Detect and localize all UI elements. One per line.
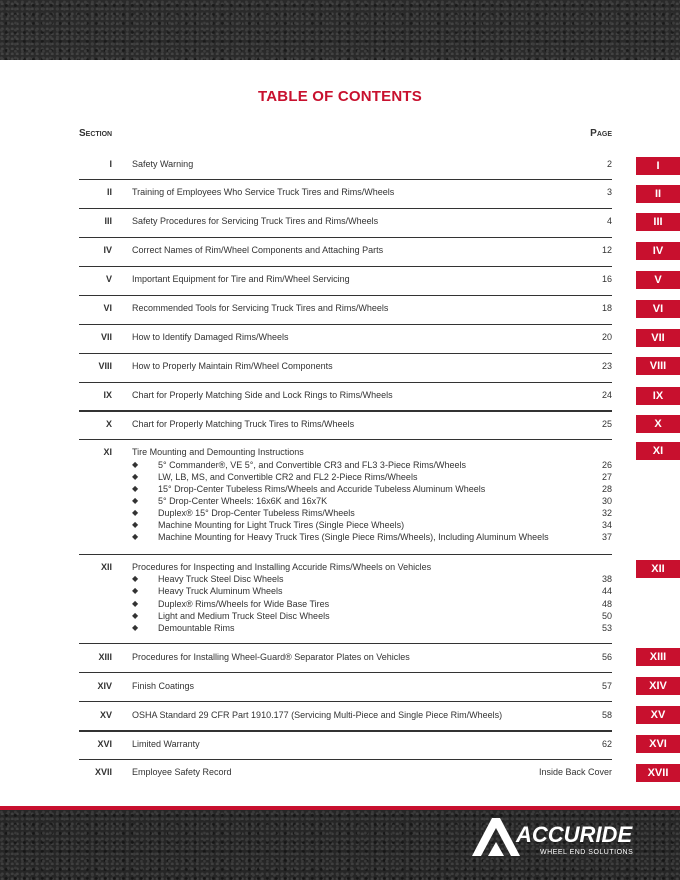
subentry-label: Heavy Truck Aluminum Wheels xyxy=(158,586,283,596)
entry-label: Recommended Tools for Servicing Truck Tires and Rims/Wheels xyxy=(132,303,389,313)
entry-label: Procedures for Inspecting and Installing Accuride Rims/Wheels on Vehicles xyxy=(132,562,432,572)
subentry-label: Light and Medium Truck Steel Disc Wheels xyxy=(158,611,330,621)
section-number: VIII xyxy=(98,361,112,371)
section-tab-ix[interactable]: IX xyxy=(636,387,680,405)
entry-label: Important Equipment for Tire and Rim/Wheel Servicing xyxy=(132,274,350,284)
subentry-page: 30 xyxy=(601,496,612,506)
section-number: XIII xyxy=(98,652,112,662)
divider xyxy=(79,554,612,555)
entry-label: Safety Procedures for Servicing Truck Tires and Rims/Wheels xyxy=(132,216,379,226)
subentry-page: 37 xyxy=(601,532,612,542)
section-number: IV xyxy=(103,245,112,255)
subentry-label: Demountable Rims xyxy=(158,623,235,633)
subentry-page: 50 xyxy=(601,611,612,621)
entry-page: 57 xyxy=(601,681,612,691)
divider xyxy=(79,643,612,644)
section-tab-iii[interactable]: III xyxy=(636,213,680,231)
entry-page: 62 xyxy=(601,739,612,749)
divider xyxy=(79,324,612,325)
page-column-header: Page xyxy=(590,128,612,139)
diamond-bullet-icon: ◆ xyxy=(132,460,139,469)
entry-label: Training of Employees Who Service Truck Tires and Rims/Wheels xyxy=(132,187,395,197)
section-tab-v[interactable]: V xyxy=(636,271,680,289)
section-tab-vi[interactable]: VI xyxy=(636,300,680,318)
entry-page: 4 xyxy=(606,216,612,226)
entry-page: 23 xyxy=(601,361,612,371)
subentry-page: 28 xyxy=(601,484,612,494)
section-number: V xyxy=(105,274,112,284)
entry-label: Tire Mounting and Demounting Instructions xyxy=(132,447,304,457)
subentry-label: 5° Commander®, VE 5°, and Convertible CR3 and FL3 3-Piece Rims/Wheels xyxy=(158,460,466,470)
section-number: XII xyxy=(100,562,112,572)
entry-label: OSHA Standard 29 CFR Part 1910.177 (Servicing Multi-Piece and Single Piece Rim/Wheels) xyxy=(132,710,503,720)
subentry-page: 48 xyxy=(601,599,612,609)
entry-page: 3 xyxy=(606,187,612,197)
page-title: TABLE OF CONTENTS xyxy=(258,88,422,105)
section-number: IX xyxy=(103,390,112,400)
diamond-bullet-icon: ◆ xyxy=(132,586,139,595)
logo-tagline: WHEEL END SOLUTIONS xyxy=(540,849,634,856)
entry-label: How to Identify Damaged Rims/Wheels xyxy=(132,332,289,342)
entry-label: Chart for Properly Matching Side and Lock Rings to Rims/Wheels xyxy=(132,390,393,400)
entry-page: 58 xyxy=(601,710,612,720)
subentry-label: Duplex® Rims/Wheels for Wide Base Tires xyxy=(158,599,330,609)
section-tab-viii[interactable]: VIII xyxy=(636,357,680,375)
entry-label: Limited Warranty xyxy=(132,739,200,749)
subentry-label: Duplex® 15° Drop-Center Tubeless Rims/Wheels xyxy=(158,508,355,518)
subentry-label: Heavy Truck Steel Disc Wheels xyxy=(158,574,284,584)
entry-label: Correct Names of Rim/Wheel Components and Attaching Parts xyxy=(132,245,384,255)
diamond-bullet-icon: ◆ xyxy=(132,611,139,620)
divider xyxy=(79,439,612,440)
section-tab-iv[interactable]: IV xyxy=(636,242,680,260)
entry-label: Employee Safety Record xyxy=(132,767,232,777)
entry-label: Finish Coatings xyxy=(132,681,195,691)
entry-page: 16 xyxy=(601,274,612,284)
section-number: III xyxy=(104,216,112,226)
subentry-page: 44 xyxy=(601,586,612,596)
subentry-page: 32 xyxy=(601,508,612,518)
divider xyxy=(79,382,612,383)
diamond-bullet-icon: ◆ xyxy=(132,599,139,608)
divider xyxy=(79,759,612,760)
logo-wordmark: ACCURIDE xyxy=(516,822,633,847)
accuride-logo xyxy=(470,816,650,858)
section-tab-i[interactable]: I xyxy=(636,157,680,175)
subentry-page: 27 xyxy=(601,472,612,482)
section-tab-xii[interactable]: XII xyxy=(636,560,680,578)
entry-page: 20 xyxy=(601,332,612,342)
diamond-bullet-icon: ◆ xyxy=(132,532,139,541)
diamond-bullet-icon: ◆ xyxy=(132,623,139,632)
entry-page: 12 xyxy=(601,245,612,255)
divider xyxy=(79,410,612,412)
entry-label: Chart for Properly Matching Truck Tires to Rims/Wheels xyxy=(132,419,355,429)
diamond-bullet-icon: ◆ xyxy=(132,508,139,517)
subentry-label: Machine Mounting for Light Truck Tires (Single Piece Wheels) xyxy=(158,520,405,530)
subentry-label: LW, LB, MS, and Convertible CR2 and FL2 2-Piece Rims/Wheels xyxy=(158,472,418,482)
section-tab-xiii[interactable]: XIII xyxy=(636,648,680,666)
subentry-label: Machine Mounting for Heavy Truck Tires (Single Piece Rims/Wheels), Including Aluminum Wheels xyxy=(158,532,549,542)
section-number: VII xyxy=(100,332,112,342)
section-tab-xvii[interactable]: XVII xyxy=(636,764,680,782)
section-number: X xyxy=(105,419,112,429)
entry-page: 24 xyxy=(601,390,612,400)
section-column-header: Section xyxy=(79,128,113,139)
diamond-bullet-icon: ◆ xyxy=(132,574,139,583)
subentry-page: 26 xyxy=(601,460,612,470)
entry-label: How to Properly Maintain Rim/Wheel Components xyxy=(132,361,333,371)
section-number: XVII xyxy=(94,767,112,777)
diamond-bullet-icon: ◆ xyxy=(132,472,139,481)
section-tab-ii[interactable]: II xyxy=(636,185,680,203)
diamond-bullet-icon: ◆ xyxy=(132,496,139,505)
section-number: II xyxy=(106,187,112,197)
divider xyxy=(79,672,612,673)
divider xyxy=(79,237,612,238)
section-tab-x[interactable]: X xyxy=(636,415,680,433)
divider xyxy=(79,730,612,732)
entry-page: 2 xyxy=(606,159,612,169)
section-number: XIV xyxy=(97,681,112,691)
entry-page: 25 xyxy=(601,419,612,429)
subentry-page: 34 xyxy=(601,520,612,530)
divider xyxy=(79,295,612,296)
section-tab-xv[interactable]: XV xyxy=(636,706,680,724)
section-number: VI xyxy=(103,303,112,313)
diamond-bullet-icon: ◆ xyxy=(132,484,139,493)
section-tab-xvi[interactable]: XVI xyxy=(636,735,680,753)
entry-page: 18 xyxy=(601,303,612,313)
entry-label: Procedures for Installing Wheel-Guard® Separator Plates on Vehicles xyxy=(132,652,410,662)
section-tab-xiv[interactable]: XIV xyxy=(636,677,680,695)
divider xyxy=(79,701,612,702)
subentry-page: 53 xyxy=(601,623,612,633)
divider xyxy=(79,208,612,209)
logo-mark-icon xyxy=(470,816,650,858)
subentry-label: 15° Drop-Center Tubeless Rims/Wheels and Accuride Tubeless Aluminum Wheels xyxy=(158,484,486,494)
entry-page: Inside Back Cover xyxy=(538,767,612,777)
section-number: XI xyxy=(103,447,112,457)
section-tab-vii[interactable]: VII xyxy=(636,329,680,347)
top-texture-band xyxy=(0,0,680,60)
section-number: XV xyxy=(99,710,112,720)
divider xyxy=(79,266,612,267)
diamond-bullet-icon: ◆ xyxy=(132,520,139,529)
entry-label: Safety Warning xyxy=(132,159,194,169)
section-number: XVI xyxy=(97,739,112,749)
divider xyxy=(79,353,612,354)
section-number: I xyxy=(109,159,112,169)
section-tab-xi[interactable]: XI xyxy=(636,442,680,460)
divider xyxy=(79,179,612,180)
subentry-page: 38 xyxy=(601,574,612,584)
entry-page: 56 xyxy=(601,652,612,662)
subentry-label: 5° Drop-Center Wheels: 16x6K and 16x7K xyxy=(158,496,328,506)
